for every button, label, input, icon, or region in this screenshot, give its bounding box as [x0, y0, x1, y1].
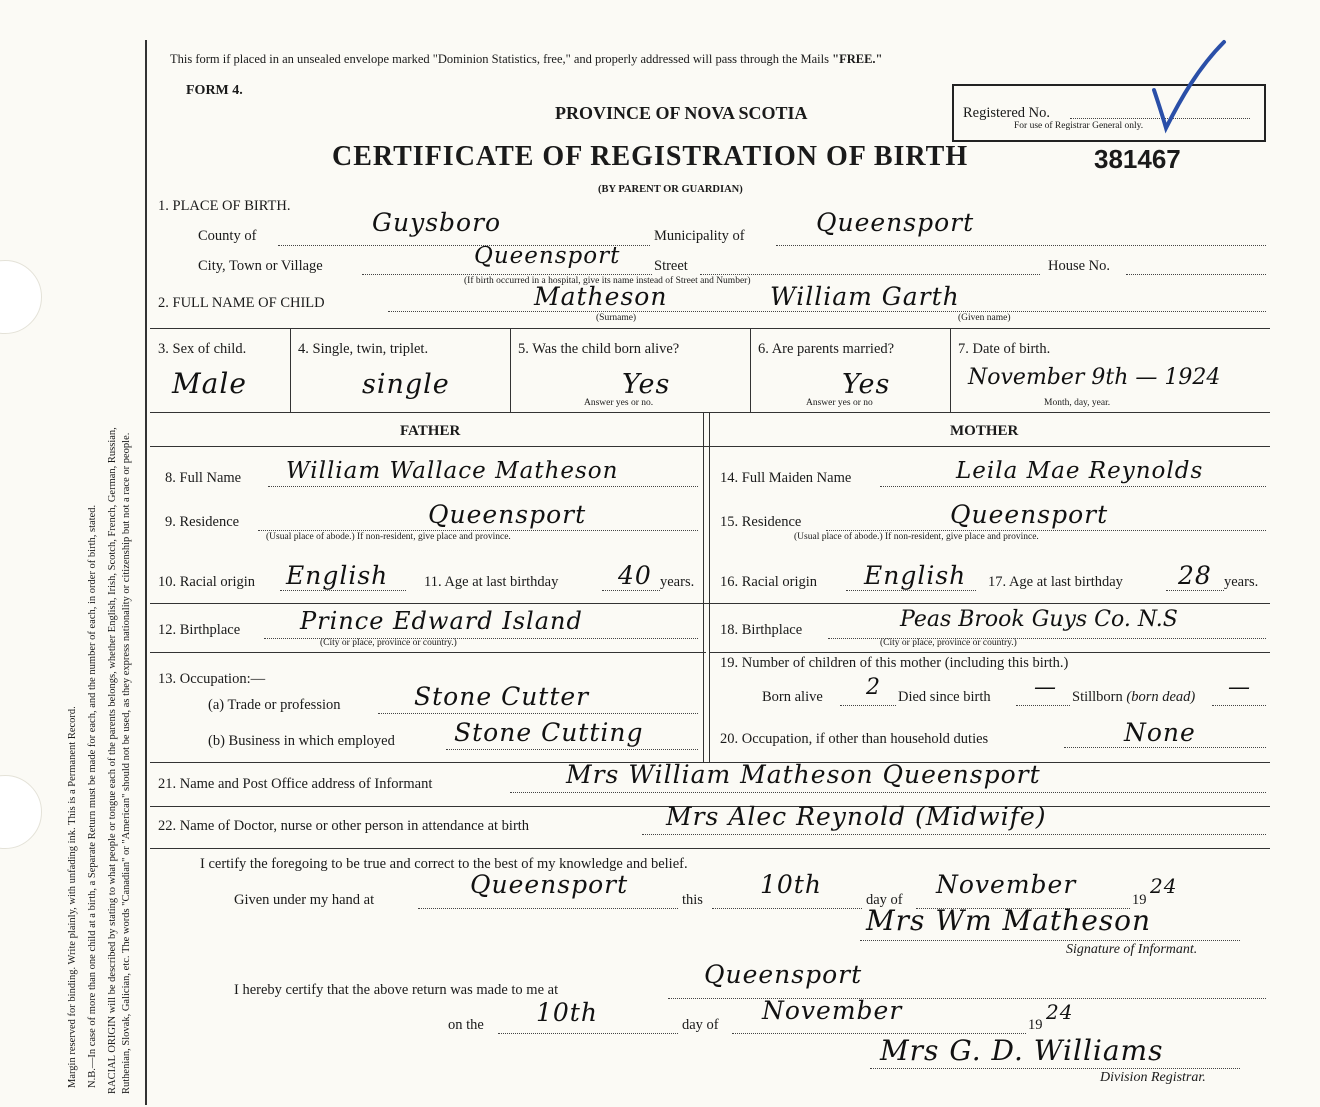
father-name-value: William Wallace Matheson — [286, 458, 619, 484]
mother-racial-line — [846, 590, 976, 591]
mother-residence-line — [826, 530, 1266, 531]
given-year-prefix: 19 — [1132, 892, 1147, 908]
father-residence-note: (Usual place of abode.) If non-resident, give place and province. — [266, 532, 511, 542]
registrar-signature: Mrs G. D. Williams — [880, 1034, 1164, 1067]
given-this-label: this — [682, 892, 703, 908]
hospital-note: (If birth occurred in a hospital, give its name instead of Street and Number) — [464, 276, 751, 286]
father-age-value: 40 — [618, 561, 652, 590]
city-label: City, Town or Village — [198, 258, 323, 274]
sex-label: 3. Sex of child. — [158, 341, 247, 357]
father-birthplace-value: Prince Edward Island — [300, 607, 583, 635]
died-count: — — [1034, 675, 1057, 700]
given-at-place: Queensport — [470, 870, 629, 899]
informant-line — [510, 792, 1266, 793]
margin-rule — [145, 40, 147, 1105]
racial-origin-note-1: RACIAL ORIGIN will be described by stating to what people or tongue each of the parents belongs, whether English, Irish, Scotch, French, German, Russian, — [107, 427, 118, 1094]
father-birthplace-note: (City or place, province or country.) — [320, 638, 457, 648]
registrar-day-line — [498, 1033, 678, 1034]
mother-name-label: 14. Full Maiden Name — [720, 470, 852, 486]
informant-value: Mrs William Matheson Queensport — [566, 760, 1041, 789]
mail-note-text: This form if placed in an unsealed envelope marked "Dominion Statistics, free," and properly addressed will pass through the Mails — [170, 52, 829, 66]
municipality-line — [776, 245, 1266, 246]
rule-parents-heading — [150, 446, 1270, 447]
registrar-month: November — [762, 996, 903, 1025]
father-trade-label: (a) Trade or profession — [208, 697, 341, 713]
born-alive-count: 2 — [866, 675, 881, 700]
single-label: 4. Single, twin, triplet. — [298, 341, 429, 357]
row3-divider-1 — [290, 328, 291, 412]
registered-no-label: Registered No. — [963, 105, 1050, 121]
born-alive-count-label: Born alive — [762, 689, 823, 705]
mother-age-value: 28 — [1178, 561, 1212, 590]
province-heading: PROVINCE OF NOVA SCOTIA — [555, 103, 808, 123]
mother-birthplace-value: Peas Brook Guys Co. N.S — [900, 607, 1178, 632]
nb-note: N.B.—In case of more than one child at a birth, a Separate Return must be made for each, and the number of each, in order of birth, stated. — [87, 504, 98, 1088]
form-number: FORM 4. — [186, 83, 243, 98]
racial-origin-note-2: Ruthenian, Slovak, Galician, etc. The words "Canadian" or "American" should not be used, as they express nationality or citizenship but not a race or people. — [121, 432, 132, 1094]
father-residence-label: 9. Residence — [165, 514, 240, 530]
rule-row3-top — [150, 328, 1270, 329]
informant-signature-line — [860, 940, 1240, 941]
mother-heading: MOTHER — [950, 423, 1019, 439]
house-line — [1126, 274, 1266, 275]
division-registrar-label: Division Registrar. — [1100, 1070, 1206, 1085]
given-day-line — [712, 908, 862, 909]
father-racial-value: English — [286, 561, 389, 590]
county-value: Guysboro — [372, 208, 502, 237]
registrar-note: For use of Registrar General only. — [1014, 121, 1144, 131]
father-age-label: 11. Age at last birthday — [424, 574, 559, 590]
father-business-line — [446, 749, 698, 750]
registrar-day-of-label: day of — [682, 1017, 719, 1033]
mail-note — [170, 52, 882, 67]
doctor-line — [642, 834, 1266, 835]
father-name-label: 8. Full Name — [165, 470, 242, 486]
rule-occupation-top — [150, 652, 706, 653]
registrar-place: Queensport — [704, 960, 863, 989]
row3-divider-2 — [510, 328, 511, 412]
municipality-value: Queensport — [816, 208, 975, 237]
informant-signature: Mrs Wm Matheson — [866, 904, 1152, 937]
street-line — [700, 274, 1040, 275]
county-label: County of — [198, 228, 257, 244]
born-alive-count-line — [840, 705, 896, 706]
doctor-value: Mrs Alec Reynold (Midwife) — [666, 802, 1047, 831]
mother-birthplace-label: 18. Birthplace — [720, 622, 803, 638]
rule-certification-top — [150, 848, 1270, 849]
rule-parents-top — [150, 412, 1270, 413]
municipality-label: Municipality of — [654, 228, 745, 244]
row3-divider-4 — [950, 328, 951, 412]
child-given-name: William Garth — [770, 282, 960, 311]
registrar-signature-line — [870, 1068, 1240, 1069]
father-heading: FATHER — [400, 423, 461, 439]
registrar-place-line — [668, 998, 1266, 999]
died-line — [1016, 705, 1070, 706]
parents-center-rule-a — [703, 412, 704, 762]
certificate-number: 381467 — [1094, 144, 1181, 174]
signature-of-informant-label: Signature of Informant. — [1066, 942, 1198, 957]
father-trade-line — [378, 713, 698, 714]
dob-label: 7. Date of birth. — [958, 341, 1051, 357]
mother-residence-value: Queensport — [950, 500, 1109, 529]
mother-residence-label: 15. Residence — [720, 514, 802, 530]
mother-residence-note: (Usual place of abode.) If non-resident, give place and province. — [794, 532, 1039, 542]
parents-married-label: 6. Are parents married? — [758, 341, 895, 357]
single-value: single — [362, 369, 450, 400]
given-month: November — [936, 870, 1077, 899]
mother-racial-label: 16. Racial origin — [720, 574, 818, 590]
surname-note: (Surname) — [596, 313, 637, 323]
father-racial-line — [280, 590, 406, 591]
died-label: Died since birth — [898, 689, 991, 705]
mother-name-line — [880, 486, 1266, 487]
mother-occupation-line — [1064, 747, 1266, 748]
father-racial-label: 10. Racial origin — [158, 574, 256, 590]
given-at-line — [418, 908, 678, 909]
stillborn-line — [1212, 705, 1266, 706]
given-at-label: Given under my hand at — [234, 892, 375, 908]
rule-children-top — [709, 652, 1270, 653]
mother-age-label: 17. Age at last birthday — [988, 574, 1123, 590]
parents-married-value: Yes — [842, 369, 891, 400]
city-value: Queensport — [474, 243, 621, 269]
mother-name-value: Leila Mae Reynolds — [956, 458, 1204, 484]
sex-value: Male — [172, 367, 247, 400]
parents-center-rule-b — [709, 412, 710, 762]
mother-racial-value: English — [864, 561, 967, 590]
rule-birthplace-top — [150, 603, 1270, 604]
father-residence-value: Queensport — [428, 500, 587, 529]
registrar-year-prefix: 19 — [1028, 1017, 1043, 1033]
mother-birthplace-note: (City or place, province or country.) — [880, 638, 1017, 648]
given-day-of-label: day of — [866, 892, 903, 908]
father-business-value: Stone Cutting — [454, 718, 644, 747]
punch-hole-top — [0, 260, 42, 334]
born-alive-value: Yes — [622, 369, 671, 400]
mother-occupation-label: 20. Occupation, if other than household duties — [720, 731, 989, 747]
registrar-day: 10th — [536, 998, 598, 1027]
father-occupation-label: 13. Occupation:— — [158, 671, 266, 687]
punch-hole-bottom — [0, 775, 42, 849]
father-residence-line — [258, 530, 698, 531]
given-day: 10th — [760, 870, 822, 899]
certificate-title: CERTIFICATE OF REGISTRATION OF BIRTH — [332, 141, 969, 172]
children-count-label: 19. Number of children of this mother (including this birth.) — [720, 655, 1069, 671]
father-business-label: (b) Business in which employed — [208, 733, 395, 749]
father-years: years. — [660, 574, 695, 590]
certify-text: I certify the foregoing to be true and correct to the best of my knowledge and belief. — [200, 856, 688, 872]
father-birthplace-label: 12. Birthplace — [158, 622, 241, 638]
born-alive-label: 5. Was the child born alive? — [518, 341, 680, 357]
doctor-label: 22. Name of Doctor, nurse or other person in attendance at birth — [158, 818, 530, 834]
dob-note: Month, day, year. — [1044, 398, 1111, 408]
father-name-line — [268, 486, 698, 487]
place-of-birth-label: 1. PLACE OF BIRTH. — [158, 198, 291, 214]
binding-note: Margin reserved for binding. Write plainly, with unfading ink. This is a Permanent Record. — [67, 706, 78, 1088]
mother-occupation-value: None — [1124, 718, 1196, 747]
registrar-check-mark-icon — [1150, 38, 1230, 134]
dob-value: November 9th — 1924 — [968, 365, 1221, 390]
child-surname: Matheson — [534, 282, 668, 311]
house-label: House No. — [1048, 258, 1111, 274]
registrar-year: 24 — [1046, 1000, 1074, 1024]
stillborn-count: — — [1228, 675, 1251, 700]
stillborn-label — [1072, 689, 1195, 706]
subtitle: (BY PARENT OR GUARDIAN) — [598, 184, 743, 195]
child-name-line — [388, 311, 1266, 312]
born-alive-note: Answer yes or no. — [584, 398, 654, 408]
registrar-certify-text: I hereby certify that the above return was made to me at — [234, 982, 559, 998]
city-line — [362, 274, 652, 275]
mother-age-line — [1166, 590, 1224, 591]
given-name-note: (Given name) — [958, 313, 1011, 323]
child-name-label: 2. FULL NAME OF CHILD — [158, 295, 325, 311]
father-age-line — [602, 590, 660, 591]
informant-label: 21. Name and Post Office address of Informant — [158, 776, 433, 792]
row3-divider-3 — [750, 328, 751, 412]
street-label: Street — [654, 258, 688, 274]
parents-married-note: Answer yes or no — [806, 398, 873, 408]
stillborn-note: (born dead) — [1126, 689, 1196, 705]
stillborn-label-text: Stillborn — [1072, 689, 1123, 705]
mail-note-free: "FREE." — [832, 52, 883, 66]
father-trade-value: Stone Cutter — [414, 682, 590, 711]
registrar-on-the-label: on the — [448, 1017, 484, 1033]
given-year: 24 — [1150, 874, 1178, 898]
mother-years: years. — [1224, 574, 1259, 590]
